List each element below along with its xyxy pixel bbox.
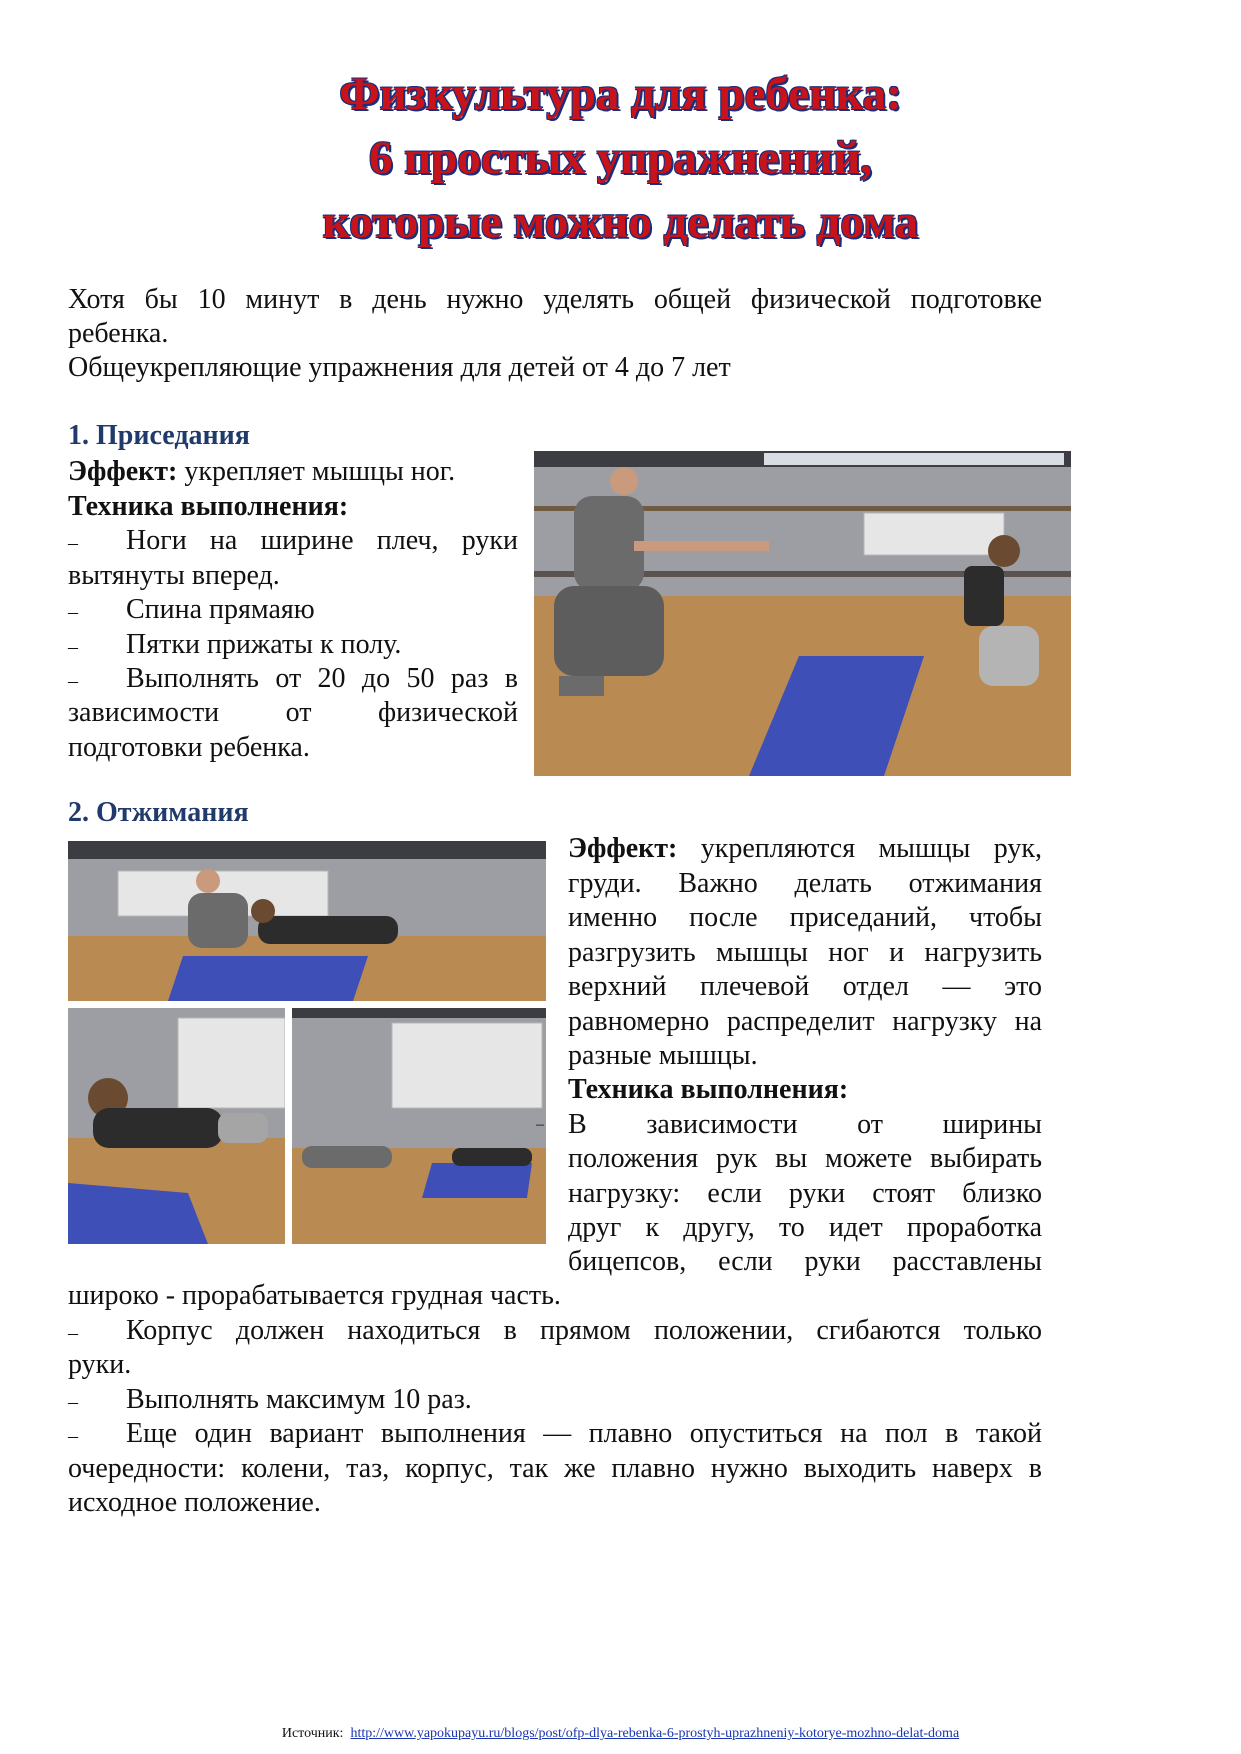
- source-link[interactable]: http://www.yapokupayu.ru/blogs/post/ofp-dlya-rebenka-6-prostyh-uprazhneniy-kotorye-mozhno-delat-doma: [350, 1726, 960, 1741]
- pushups-effect-line-2: груди. Важно делать отжимания: [568, 868, 1042, 899]
- pushups-technique-line-3: нагрузку: если руки стоят близко: [568, 1178, 1042, 1209]
- pushups-effect-line-3: именно после приседаний, чтобы: [568, 902, 1042, 933]
- squats-heading: 1. Приседания: [68, 420, 250, 451]
- pushups-technique-line-4: друг к другу, то идет проработка: [568, 1212, 1042, 1243]
- squats-bullet-1-cont: вытянуты вперед.: [68, 560, 280, 591]
- dash-marker: –: [68, 1391, 78, 1413]
- pushups-effect-label: Эффект:: [568, 833, 678, 864]
- dash-marker: –: [68, 601, 78, 623]
- pushups-technique-label: Техника выполнения:: [568, 1074, 849, 1105]
- pushups-effect-line-4: разгрузить мышцы ног и нагрузить: [568, 937, 1042, 968]
- pushups-bullet-2-cont: руки.: [68, 1349, 132, 1380]
- squats-photo: [534, 451, 1071, 776]
- squats-bullet-3: – Пятки прижаты к полу.: [68, 626, 518, 666]
- pushups-effect-line-1: Эффект: укрепляются мышцы рук,: [568, 833, 1042, 864]
- squats-effect-label: Эффект:: [68, 456, 178, 487]
- title-line-1: Физкультура для ребенка:: [339, 68, 902, 120]
- pushups-bullet-1-dash: –: [536, 1116, 544, 1133]
- pushups-effect-line-6: равномерно распределит нагрузку на: [568, 1006, 1042, 1037]
- pushups-technique-line-1: В зависимости от ширины: [568, 1109, 1042, 1140]
- title-line-2: 6 простых упражнений,: [368, 132, 873, 184]
- pushups-technique-line-2: положения рук вы можете выбирать: [568, 1143, 1042, 1174]
- intro-line-3: Общеукрепляющие упражнения для детей от 4 до 7 лет: [68, 352, 731, 383]
- pushups-effect-line-5: верхний плечевой отдел — это: [568, 971, 1042, 1002]
- squats-effect-text: укрепляет мышцы ног.: [177, 456, 456, 487]
- pushups-heading: 2. Отжимания: [68, 797, 249, 828]
- dash-marker: –: [68, 1322, 78, 1344]
- pushups-photo-bottom-right: [292, 1008, 546, 1244]
- pushups-bullet-4-cont-1: очередности: колени, таз, корпус, так же плавно нужно выходить наверх в: [68, 1453, 1042, 1484]
- squats-bullet-2: – Спина прямаяю: [68, 591, 518, 631]
- squats-bullet-4: – Выполнять от 20 до 50 раз в: [68, 660, 518, 700]
- squats-bullet-4-cont-1: зависимости от физической: [68, 697, 518, 728]
- dash-marker: –: [68, 670, 78, 692]
- dash-marker: –: [68, 636, 78, 658]
- pushups-technique-line-6: широко - прорабатывается грудная часть.: [68, 1280, 561, 1311]
- dash-marker: –: [68, 1425, 78, 1447]
- pushups-bullet-4: – Еще один вариант выполнения — плавно опуститься на пол в такой: [68, 1415, 1042, 1455]
- squats-bullet-1: – Ноги на ширине плеч, руки: [68, 522, 518, 562]
- squats-effect: [68, 453, 518, 491]
- pushups-effect-line-7: разные мышцы.: [568, 1040, 758, 1071]
- pushups-technique-line-5: бицепсов, если руки расставлены: [568, 1246, 1042, 1277]
- pushups-bullet-3: – Выполнять максимум 10 раз.: [68, 1381, 1042, 1421]
- dash-marker: –: [68, 532, 78, 554]
- intro-line-1: Хотя бы 10 минут в день нужно уделять общей физической подготовке: [68, 284, 1042, 315]
- pushups-photo-top: [68, 841, 546, 1001]
- source-label: Источник:: [281, 1726, 344, 1741]
- intro-line-2: ребенка.: [68, 318, 169, 349]
- pushups-bullet-2: – Корпус должен находиться в прямом положении, сгибаются только: [68, 1312, 1042, 1352]
- pushups-bullet-4-cont-2: исходное положение.: [68, 1487, 321, 1518]
- pushups-photo-bottom-left: [68, 1008, 285, 1244]
- title-line-3: которые можно делать дома: [322, 196, 919, 248]
- squats-technique-label: Техника выполнения:: [68, 491, 349, 522]
- squats-bullet-4-cont-2: подготовки ребенка.: [68, 732, 310, 763]
- page-title: [0, 62, 1241, 254]
- source-line: [0, 1726, 1241, 1742]
